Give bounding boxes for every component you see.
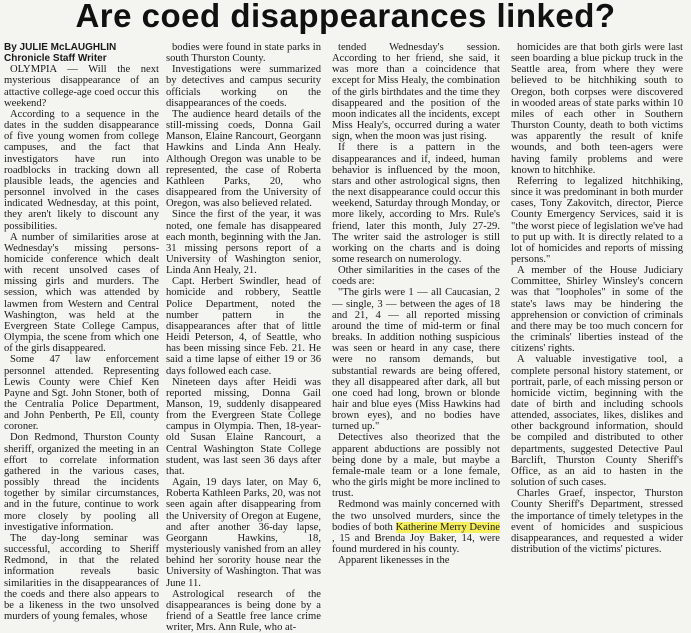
article-column-4 xyxy=(511,42,683,572)
column-2-paragraphs xyxy=(166,42,321,633)
paragraph: Detectives also theorized that the apparent abductions are possibly not being done by a male, but maybe a female-male team or a lone female, who the girls might be more inclined to trust. xyxy=(332,432,500,500)
headline: Are coed disappearances linked? xyxy=(75,0,616,34)
paragraph: Redmond was mainly concerned with the two unsolved murders, since the bodies of both Katherine Merry Devine , 15 and Brenda Joy Baker, 14, were found murdered in his county. xyxy=(332,499,500,556)
paragraph: Investigations were summarized by detectives and campus security officials working on the disappearances of the coeds. xyxy=(166,64,321,109)
article-column-2 xyxy=(166,42,321,633)
paragraph: Don Redmond, Thurston County sheriff, organized the meeting in an effort to correlate information gathered in the various cases, possibly thread the incidents together by similar circumstances, and in the future, continue to work more closely by pooling all investigative information. xyxy=(4,432,159,533)
paragraph: The audience heard details of the still-missing coeds, Donna Gail Manson, Elaine Rancourt, Georgann Hawkins and Linda Ann Healy. Although Oregon was unable to be represented, the case of Roberta Kathleen Parks, 20, who disappeared from the University of Oregon, was also believed related. xyxy=(166,108,321,210)
highlighted-name: Katherine Merry Devine xyxy=(395,521,500,533)
paragraph: OLYMPIA — Will the next mysterious disappearance of an attactive college-age coed occur this weekend? xyxy=(4,64,159,109)
paragraph: A valuable investigative tool, a complete personal history statement, or portrait, parle, of each missing person or homicide victim, beginning with the date of birth and including schools attended, associates, likes, dislikes and other background information, should be compiled and distributed to other departments, suggested Detective Paul Barclift, Thurston County Sheriff's Office, as an aid to hasten in the solution of such cases. xyxy=(511,354,683,489)
paragraph: According to a sequence in the dates in the sudden disappearance of five young women from college campuses, and the fact that investigators have run into roadblocks in tracking down all plausible leads, the agencies and personnel involved in the cases indicated Wednesday, at this point, they aren't likely to discount any possibilities. xyxy=(4,108,159,232)
byline-role: Chronicle Staff Writer xyxy=(4,53,107,65)
paragraph: Capt. Herbert Swindler, head of homicide and robbery, Seattle Police Department, noted the number pattern in the disappearances after that of little Heidi Peterson, 4, of Seattle, who has been missing since Feb. 21. He said a time lapse of either 19 or 36 days followed each case. xyxy=(166,276,321,377)
paragraph: bodies were found in state parks in south Thurston County. xyxy=(166,42,321,65)
paragraph: The day-long seminar was successful, according to Sheriff Redmond, in that the related information reveals basic similarities in the disappearances of the coeds and there also appears to be a likeness in the two unsolved murders of young females, whose xyxy=(4,532,159,622)
paragraph: Apparent likenesses in the xyxy=(338,555,450,567)
column-3-paragraphs xyxy=(332,42,500,566)
paragraph: Charles Graef, inspector, Thurston County Sheriff's Department, stressed the importance of timely teletypes in the event of homicides and suspicious disappearances, and requested a wider distribution of the victims' pictures. xyxy=(511,488,683,556)
paragraph: tended Wednesday's session. According to her friend, she said, it was more than a coincidence that except for Miss Healy, the combination of the girls birthdates and the time they disappeared and the position of the moon indicates all the incidents, except Miss Healy's, occurred during a water sign, when the moon was just rising. xyxy=(332,42,500,143)
paragraph: A member of the House Judiciary Committee, Shirley Winsley's concern was that "loopholes" in some of the state's laws may be hindering the apprehension or conviction of criminals and there may be too much concern for the criminals' liberties instead of the citizens' rights. xyxy=(511,265,683,355)
paragraph: "The girls were 1 — all Caucasian, 2 — single, 3 — between the ages of 18 and 21, 4 — all reported missing around the time of mid-term or final breaks. In addition nothing suspicious was seen or heard in any case, there were no ransom demands, but substantial rewards are being offered, they all disappeared after dark, all but one coed had long, brown or blonde hair and blue eyes (Miss Hawkins had brown eyes), and no bodies have turned up." xyxy=(332,287,500,433)
paragraph: A number of similarities arose at Wednesday's missing persons-homicide conference which dealt with recent unsolved cases of missing girls and murders. The session, which was attended by lawmen from Western and Central Washington, was held at the Evergreen State College Campus, Olympia, the scene from which one of the girls disappeared. xyxy=(4,231,159,355)
paragraph: Some 47 law enforcement personnel attended. Representing Lewis County were Chief Ken Payne and Sgt. John Stoner, both of the Centralia Police Department, and John Penberth, Pe Ell, county coroner. xyxy=(4,354,159,433)
paragraph: homicides are that both girls were last seen boarding a blue pickup truck in the Seattle area, from where they were believed to be hitchhiking south to Oregon, both corpses were discovered in wooded areas of state parks within 10 miles of each other in Southern Thurston County, death to both victims was apparently the result of knife wounds, and both teen-agers were having family problems and were known to hitchhike. xyxy=(511,42,683,176)
article-column-1 xyxy=(4,42,159,622)
paragraph: Since the first of the year, it was noted, one female has disappeared each month, beginning with the Jan. 31 missing persons report of a University of Washington senior, Linda Ann Healy, 21. xyxy=(166,209,321,277)
article-column-3 xyxy=(332,42,500,572)
byline: By JULIE McLAUGHLIN xyxy=(4,42,117,53)
column-1-paragraphs xyxy=(4,64,159,622)
paragraph: If there is a pattern in the disappearances and if, indeed, human behavior is influenced by the moon, stars and other astrological signs, then the next disappearance could occur this weekend, Saturday through Monday, or more likely, according to Mrs. Rule's friend, later this month, July 27-29. The writer said the astrologer is still working on the charts and is doing some research on numerology. xyxy=(332,142,500,265)
paragraph: Again, 19 days later, on May 6, Roberta Kathleen Parks, 20, was not seen again after disappearing from the University of Oregon at Eugene, and after another 36-day lapse, Georgann Hawkins, 18, mysteriously vanished from an alley behind her sorority house near the University of Washington. That was June 11. xyxy=(166,477,321,589)
paragraph: Nineteen days after Heidi was reported missing, Donna Gail Manson, 19, suddenly disappeared from the Evergreen State College campus in Olympia. Then, 18-year-old Susan Elaine Rancourt, a Central Washington State College student, was last seen 36 days after that. xyxy=(166,376,321,477)
paragraph: Astrological research of the disappearances is being done by a friend of a Seattle free lance crime writer, Mrs. Ann Rule, who at- xyxy=(166,588,321,633)
paragraph: Other similarities in the cases of the coeds are: xyxy=(332,265,500,288)
column-4-paragraphs xyxy=(511,42,683,555)
paragraph: Referring to legalized hitchhiking, since it was predominant in both murder cases, Tony Zakovitch, director, Pierce County Emergency Services, said it is "the worst piece of legislation we've had to put up with. It is directly related to a lot of homicides and reports of missing persons." xyxy=(511,175,683,265)
